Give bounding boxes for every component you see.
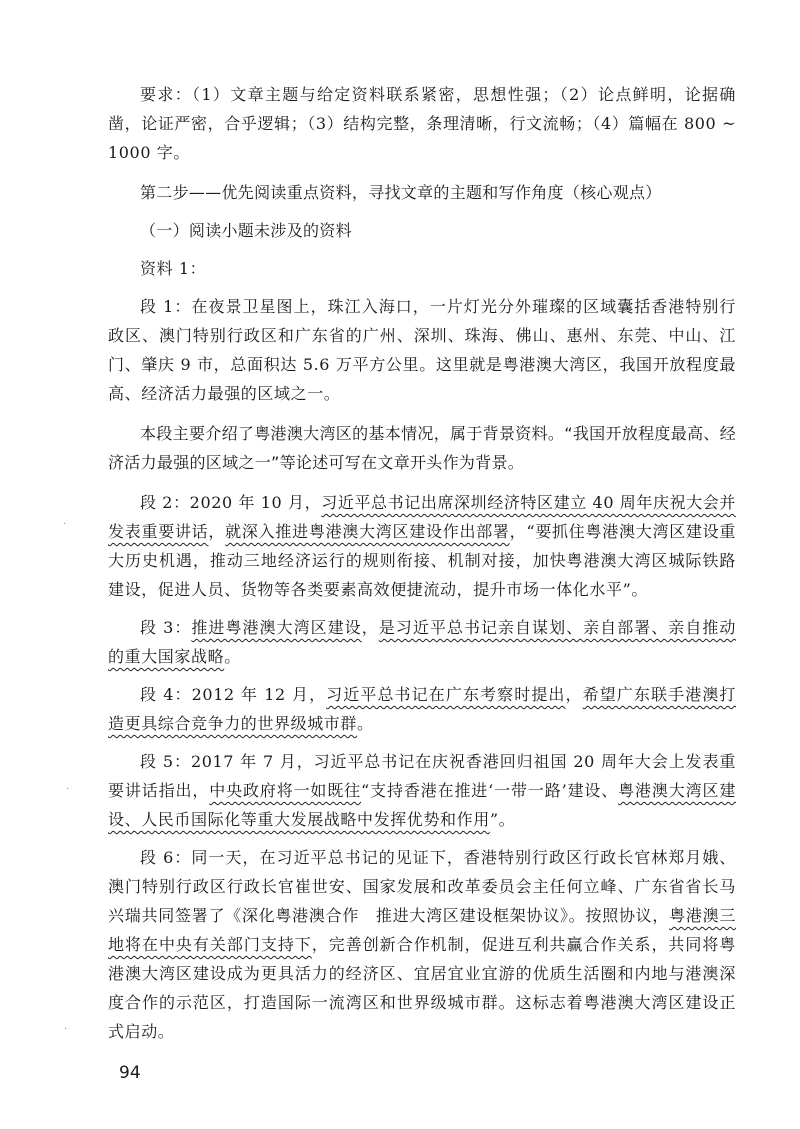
- paragraph-2-underlined: 就深入推进粤港澳大湾区建设作出部署: [225, 522, 510, 541]
- paragraph-3: [108, 613, 736, 671]
- paragraph-2-text: ，“要抓住粤港澳大湾区建设重大历史机遇，推动三地经济运行的规则衔接、机制对接，加快粤港澳大湾区城际铁路建设，促进人员、货物等各类要素高效便捷流动，提升市场一体化水平”。: [108, 522, 737, 599]
- paragraph-5-underlined: 粤港澳大湾区建设、人民币国际化等重大发展战略中发挥优势和作用: [108, 781, 736, 829]
- paragraph-6-text: ，完善创新合作机制，促进互利共赢合作关系，共同将粤港澳大湾区建设成为更具活力的经济区、宜居宜业宜游的优质生活圈和内地与港澳深度合作的示范区，打造国际一流湾区和世界级城市群。这标志着粤港澳大湾区建设正式启动。: [108, 935, 736, 1041]
- scan-mark: ·: [66, 784, 70, 795]
- paragraph-5-text: 段 5：2017 年 7 月，习近平总书记在庆祝香港回归祖国 20 周年大会上发表重要讲话指出，: [108, 752, 736, 800]
- paragraph-3-underlined: 推进粤港澳大湾区建设: [191, 618, 362, 637]
- step2-heading: 第二步——优先阅读重点资料，寻找文章的主题和写作角度（核心观点）: [140, 183, 662, 202]
- paragraph-2-text: ，: [208, 522, 226, 541]
- paragraph-5-text: ”。: [489, 810, 516, 829]
- paragraph-6: [108, 843, 736, 1046]
- paragraph-4-underlined: 希望广东联手港澳打造更具综合竞争力的世界级城市群: [108, 685, 737, 733]
- requirement-paragraph: 要求：（1）文章主题与给定资料联系紧密，思想性强；（2）论点鲜明，论据确凿，论证严密，合乎逻辑；（3）结构完整，条理清晰，行文流畅；（4）篇幅在 800 ~ 1000 字。: [108, 85, 736, 162]
- page-content: [108, 80, 736, 1046]
- paragraph-5: [108, 747, 736, 834]
- paragraph-2-underlined: 习近平总书记出席深圳经济特区建立 40 周年庆祝大会并发表重要讲话: [108, 493, 737, 541]
- paragraph-1: 段 1：在夜景卫星图上，珠江入海口，一片灯光分外璀璨的区域囊括香港特别行政区、澳门特别行政区和广东省的广州、深圳、珠海、佛山、惠州、东莞、中山、江门、肇庆 9 市，总面积达 5.6 万平方公里。这里就是粤港澳大湾区，我国开放程度最高、经济活力最强的区域之一。: [108, 297, 736, 403]
- paragraph-3-text: ，: [361, 618, 379, 637]
- paragraph-1-analysis: 本段主要介绍了粤港澳大湾区的基本情况，属于背景资料。“我国开放程度最高、经济活力最强的区域之一”等论述可写在文章开头作为背景。: [108, 424, 736, 472]
- scan-mark: ·: [64, 1024, 68, 1035]
- paragraph-3-text: 。: [224, 647, 241, 666]
- paragraph-2: [108, 488, 736, 604]
- section1-heading: （一）阅读小题未涉及的资料: [140, 221, 352, 240]
- paragraph-5-text: “支持香港在推进‘一带一路’建设、: [361, 781, 619, 800]
- paragraph-3-text: 段 3：: [140, 618, 192, 637]
- paragraph-2-text: 段 2：2020 年 10 月，: [140, 493, 322, 512]
- paragraph-6-underlined: 粤港澳三地将在中央有关部门支持下: [108, 906, 736, 954]
- paragraph-4-underlined: 习近平总书记在广东考察时提出: [326, 685, 566, 704]
- paragraph-5-underlined: 中央政府将一如既往: [209, 781, 362, 800]
- material-label: 资料 1：: [140, 259, 207, 278]
- paragraph-4: [108, 680, 736, 738]
- paragraph-4-text: 。: [357, 714, 374, 733]
- paragraph-4-text: ，: [565, 685, 583, 704]
- paragraph-3-underlined: 是习近平总书记亲自谋划、亲自部署、亲自推动的重大国家战略: [108, 618, 736, 666]
- paragraph-6-text: 段 6：同一天，在习近平总书记的见证下，香港特别行政区行政长官林郑月娥、澳门特别行政区行政长官崔世安、国家发展和改革委员会主任何立峰、广东省省长马兴瑞共同签署了《深化粤港澳合作 推进大湾区建设框架协议》。按照协议，: [108, 848, 736, 925]
- page-number: 94: [119, 1063, 141, 1083]
- paragraph-4-text: 段 4：2012 年 12 月，: [140, 685, 327, 704]
- scan-mark: ·: [63, 519, 67, 530]
